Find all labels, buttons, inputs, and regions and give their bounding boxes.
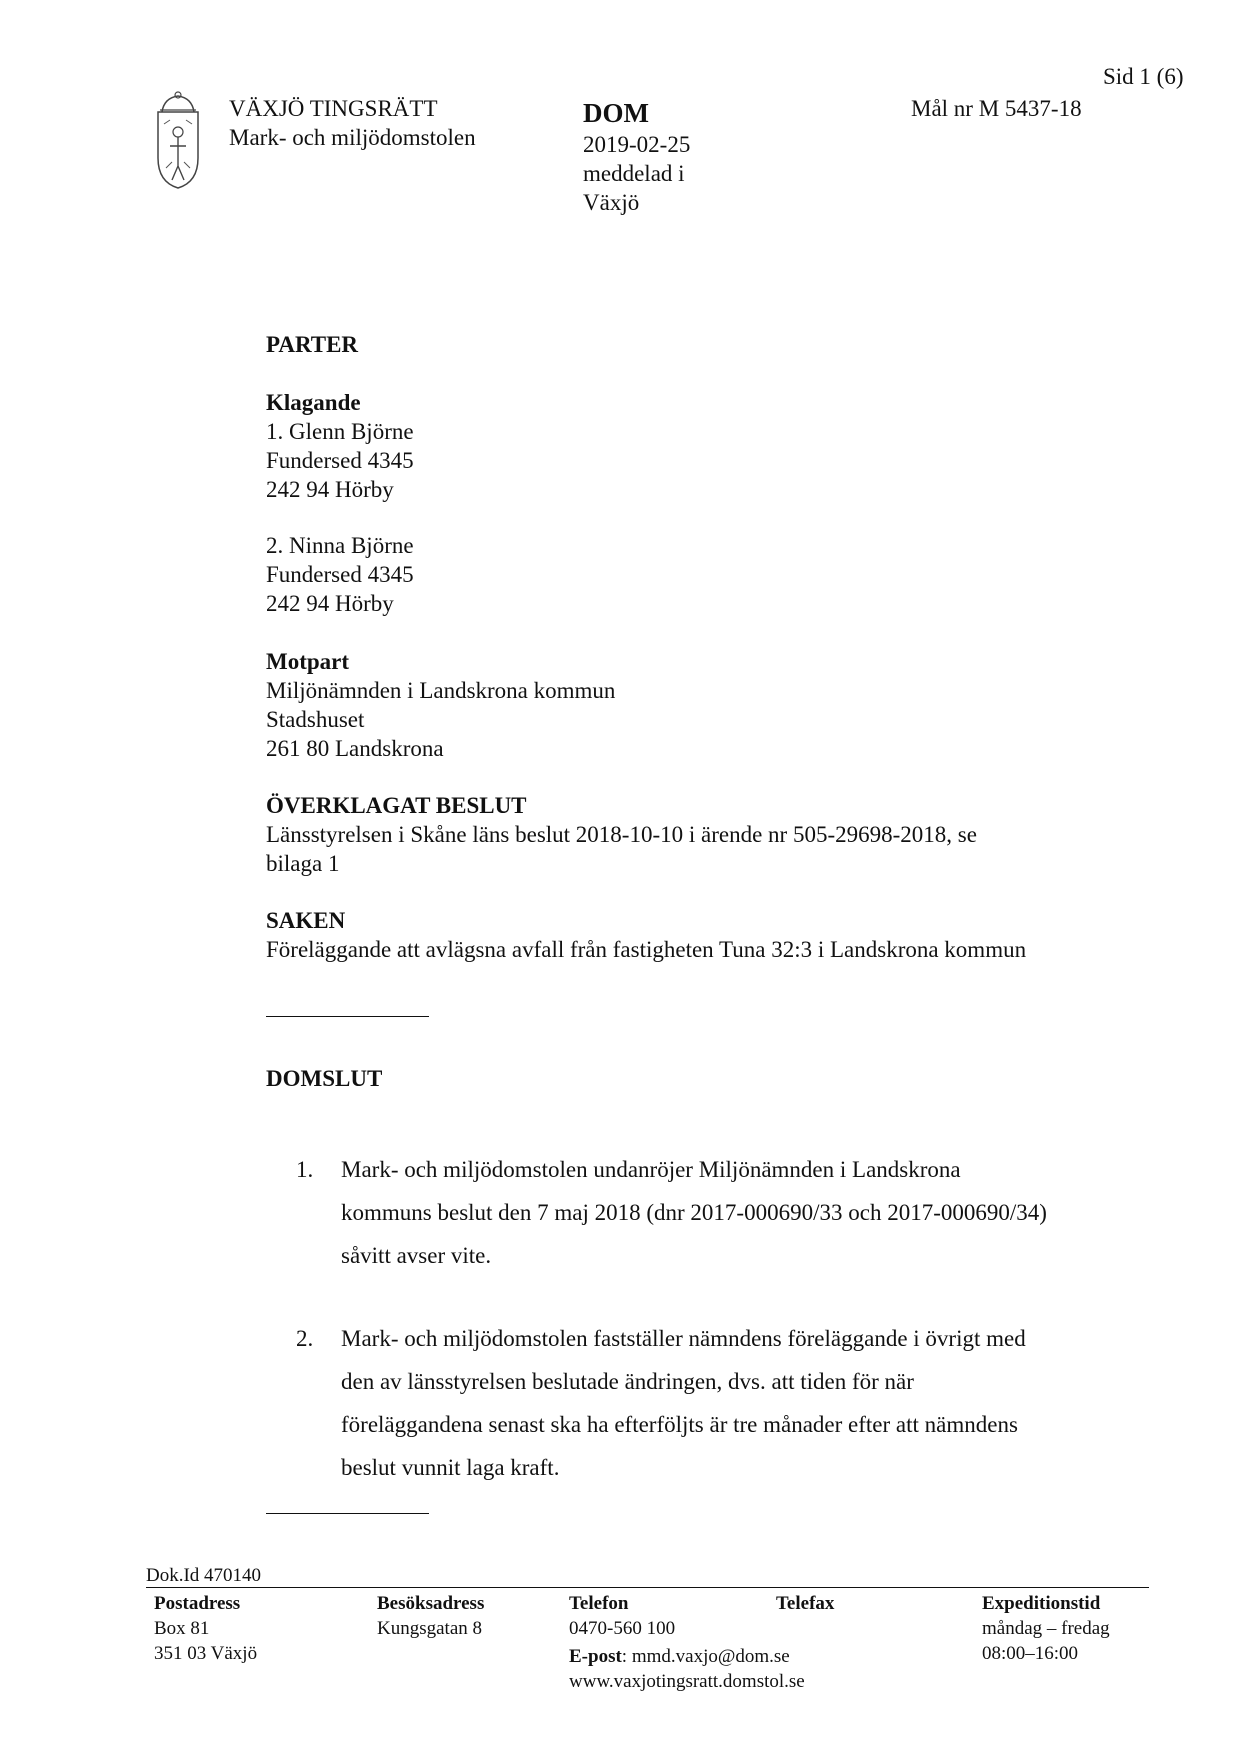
parties-heading: PARTER xyxy=(266,332,359,357)
footer-phone: 0470-560 100 xyxy=(569,1618,676,1639)
respondent xyxy=(266,676,615,763)
verdict-item-line: såvitt avser vite. xyxy=(341,1243,492,1268)
appealed-decision-text xyxy=(266,820,977,878)
respondent-heading: Motpart xyxy=(266,649,350,674)
appellant-2 xyxy=(266,531,414,618)
appellant-name: 2. Ninna Björne xyxy=(266,533,414,558)
court-header xyxy=(229,94,476,152)
verdict-item-number: 2. xyxy=(296,1326,314,1351)
court-name: VÄXJÖ TINGSRÄTT xyxy=(229,96,438,121)
court-crest-logo xyxy=(150,90,206,190)
appellant-postal: 242 94 Hörby xyxy=(266,591,394,616)
document-date: 2019-02-25 xyxy=(583,132,691,157)
verdict-item xyxy=(296,1148,1146,1277)
footer-heading: Expeditionstid xyxy=(982,1593,1101,1614)
matter-text: Föreläggande att avlägsna avfall från fastigheten Tuna 32:3 i Landskrona kommun xyxy=(266,937,1027,962)
footer-heading: Besöksadress xyxy=(377,1593,485,1614)
appealed-decision-line: bilaga 1 xyxy=(266,851,340,876)
section-separator xyxy=(266,1513,429,1514)
footer-text: 08:00–16:00 xyxy=(982,1643,1079,1664)
footer-contact xyxy=(569,1591,805,1694)
footer-heading: Telefon xyxy=(569,1593,629,1614)
verdict-item-line: föreläggandena senast ska ha efterföljts är tre månader efter att nämndens xyxy=(341,1412,1018,1437)
respondent-postal: 261 80 Landskrona xyxy=(266,736,444,761)
verdict-item-line: den av länsstyrelsen beslutade ändringen, dvs. att tiden för när xyxy=(341,1369,914,1394)
document-type: DOM xyxy=(583,98,649,128)
court-division: Mark- och miljödomstolen xyxy=(229,125,476,150)
verdict-item-line: kommuns beslut den 7 maj 2018 (dnr 2017-000690/33 och 2017-000690/34) xyxy=(341,1200,1047,1225)
footer-divider xyxy=(146,1587,1149,1588)
footer-visit-address xyxy=(377,1591,484,1641)
verdict-item-line: Mark- och miljödomstolen fastställer nämndens föreläggande i övrigt med xyxy=(341,1326,1026,1351)
verdict-heading: DOMSLUT xyxy=(266,1066,383,1091)
issued-label: meddelad i xyxy=(583,161,685,186)
matter-heading: SAKEN xyxy=(266,908,346,933)
footer-text: måndag – fredag xyxy=(982,1618,1110,1639)
footer-postal-address xyxy=(154,1591,257,1666)
footer-office-hours xyxy=(982,1591,1110,1666)
footer-email-label: E-post xyxy=(569,1646,622,1667)
verdict-item-line: Mark- och miljödomstolen undanröjer Miljönämnden i Landskrona xyxy=(341,1157,961,1182)
footer-heading: Postadress xyxy=(154,1593,241,1614)
case-number: Mål nr M 5437-18 xyxy=(911,96,1082,121)
page-number: Sid 1 (6) xyxy=(1103,64,1184,89)
appellant-postal: 242 94 Hörby xyxy=(266,477,394,502)
issued-place: Växjö xyxy=(583,190,640,215)
footer-text: 351 03 Växjö xyxy=(154,1643,258,1664)
footer-fax xyxy=(776,1591,834,1616)
section-separator xyxy=(266,1016,429,1017)
appealed-decision-line: Länsstyrelsen i Skåne läns beslut 2018-10-10 i ärende nr 505-29698-2018, se xyxy=(266,822,977,847)
footer-text: Kungsgatan 8 xyxy=(377,1618,483,1639)
verdict-list xyxy=(296,1148,1146,1529)
footer-text: Box 81 xyxy=(154,1618,210,1639)
appellant-name: 1. Glenn Björne xyxy=(266,419,414,444)
verdict-item-line: beslut vunnit laga kraft. xyxy=(341,1455,560,1480)
footer-website[interactable]: www.vaxjotingsratt.domstol.se xyxy=(569,1671,805,1692)
respondent-street: Stadshuset xyxy=(266,707,365,732)
verdict-item xyxy=(296,1317,1146,1489)
footer-heading: Telefax xyxy=(776,1593,835,1614)
document-type-block xyxy=(583,96,690,217)
appellant-heading: Klagande xyxy=(266,390,361,415)
appellant-street: Fundersed 4345 xyxy=(266,448,414,473)
verdict-item-number: 1. xyxy=(296,1157,314,1182)
respondent-name: Miljönämnden i Landskrona kommun xyxy=(266,678,616,703)
appealed-decision-heading: ÖVERKLAGAT BESLUT xyxy=(266,793,527,818)
appellant-1 xyxy=(266,417,414,504)
appellant-street: Fundersed 4345 xyxy=(266,562,414,587)
document-id: Dok.Id 470140 xyxy=(146,1565,262,1586)
footer-email xyxy=(569,1644,805,1669)
footer-email-address[interactable]: : mmd.vaxjo@dom.se xyxy=(621,1646,790,1667)
